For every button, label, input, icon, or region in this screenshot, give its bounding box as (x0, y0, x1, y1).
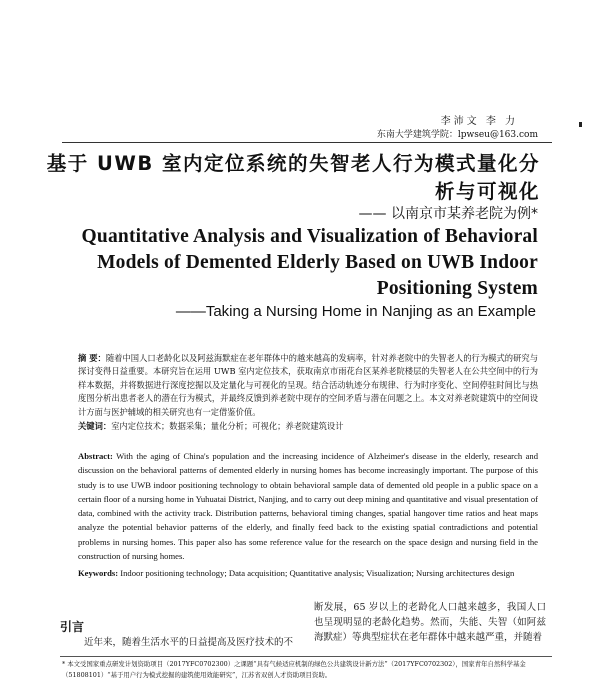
section-title: 引言 (60, 620, 85, 634)
header-rule (62, 142, 552, 143)
english-abstract-text: With the aging of China's population and the increasing incidence of Alzheimer's disease in the elderly, research and discussion on the behavioral patterns of demented elderly in nursing homes has become increasingly important. The purpose of this study is to use UWB indoor positioning technology to obtain behavioral sample data of demented old people in a public space on a certain floor of a nursing home in Yuhuatai District, Nanjing, and to carry out deep mining and quantitative and visual presentation of data, combined with the activity track. Distribution patterns, behavioral timing changes, spatial hangover time ratios and heat maps analyze the potential behavior patterns of the elderly, and finally feed back to the existing spatial contradictions and potential problems in nursing homes. This paper also has some reference value for the research on the space design and nursing field in the construction of nursing homes. (78, 451, 538, 562)
chinese-keywords-text: 室内定位技术；数据采集；量化分析；可视化；养老院建筑设计 (111, 421, 344, 432)
english-keywords (78, 566, 538, 580)
english-subtitle: ——Taking a Nursing Home in Nanjing as an Example (175, 303, 536, 320)
english-abstract (78, 449, 538, 563)
english-keywords-text: Indoor positioning technology; Data acquisition; Quantitative analysis; Visualization; Nursing architectures design (120, 568, 515, 578)
chinese-abstract (78, 352, 538, 433)
english-title: Quantitative Analysis and Visualization of Behavioral Models of Demented Elderly Based on UWB Indoor Positioning System (81, 226, 538, 299)
chinese-subtitle: —— 以南京市某养老院为例* (358, 206, 538, 222)
chinese-keywords-label: 关键词： (78, 421, 112, 432)
page-mark (579, 122, 582, 127)
footnote-rule (60, 656, 552, 657)
english-abstract-label: Abstract: (78, 451, 113, 461)
chinese-abstract-label: 摘 要： (78, 353, 106, 363)
chinese-keywords (78, 420, 538, 433)
footnote: * 本文受国家重点研发计划资助项目（2017YFC0702300）之课题“具有气候适应机制的绿色公共建筑设计新方法”（2017YFC0702302），国家青年自然科学基金（51808101）“基于用户行为模式挖掘的建筑使用效能研究”，江苏省双创人才资助项目资助。 (62, 660, 526, 679)
chinese-title: 基于 UWB 室内定位系统的失智老人行为模式量化分析与可视化 (46, 152, 540, 203)
chinese-abstract-text: 随着中国人口老龄化以及阿兹海默症在老年群体中的越来越高的发病率，针对养老院中的失智老人的行为模式的研究与探讨变得日益重要。本研究旨在运用 UWB 室内定位技术，获取南京市雨花台区某养老院楼层的失智老人在公共空间中的行为样本数据，并将数据进行深度挖掘以及定量化与可视化的呈现。结合活动轨迹分布规律、行为时序变化、空间停驻时间比与热度图分析出患者老人的潜在行为模式，并最终反馈到养老院中现存的空间矛盾与潜在问题之上。本文对养老院建筑中的空间设计方面与医护辅域的相关研究也有一定借鉴价值。 (78, 353, 538, 417)
affiliation: 东南大学建筑学院：lpwseu@163.com (376, 130, 538, 140)
body-right-column: 断发展，65 岁以上的老龄化人口越来越多，我国人口也呈现明显的老龄化趋势。然而，失能、失智（如阿兹海默症）等典型症状在老年群体中越来越严重，并随着 (314, 602, 546, 643)
authors: 李沛文 李 力 (440, 116, 518, 127)
chinese-abstract-body (78, 352, 538, 419)
english-keywords-label: Keywords: (78, 568, 119, 578)
body-left-column: 近年来，随着生活水平的日益提高及医疗技术的不 (84, 637, 294, 648)
